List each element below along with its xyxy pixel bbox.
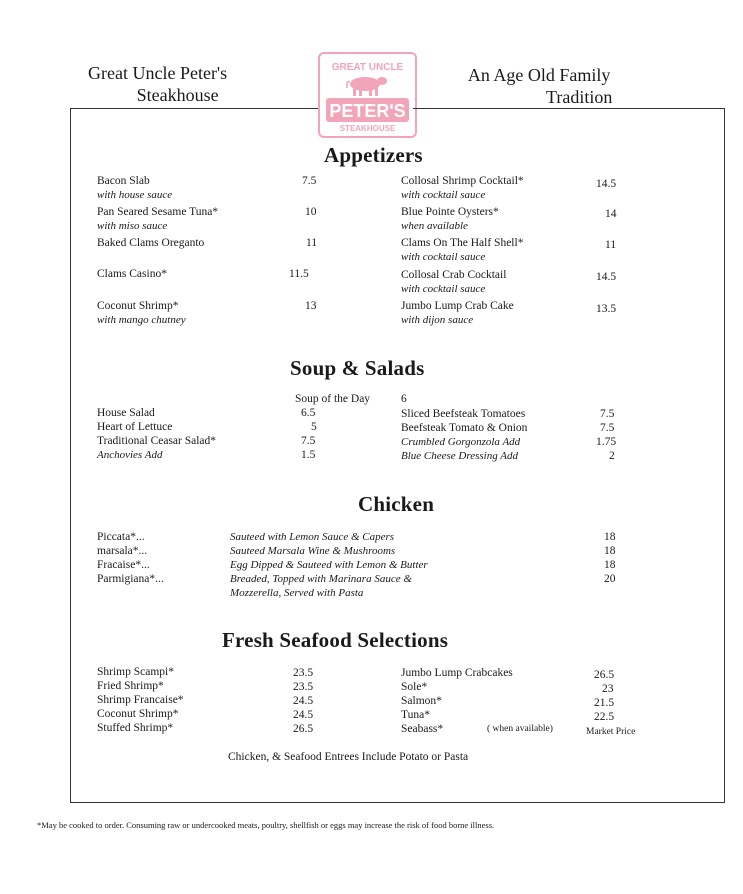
item-price: 26.5 (594, 669, 615, 681)
item-desc: Sauteed with Lemon Sauce & Capers (230, 531, 395, 543)
frame-top-right (413, 108, 725, 109)
item-name: Crumbled Gorgonzola Add (401, 436, 521, 448)
header-left-line2: Steakhouse (136, 85, 219, 105)
item-name: Tuna* (401, 709, 430, 721)
entrees-note: Chicken, & Seafood Entrees Include Potato or Pasta (228, 751, 469, 763)
item-name: Collosal Shrimp Cocktail* (401, 175, 524, 187)
item-price: 24.5 (293, 709, 314, 721)
item-price: 23.5 (293, 667, 314, 679)
item-name: Coconut Shrimp* (97, 708, 179, 720)
item-note: ( when available) (487, 724, 553, 734)
list-item (401, 268, 506, 296)
item-price: 18 (604, 559, 616, 571)
item-name: Bacon Slab (97, 175, 150, 187)
item-name: Jumbo Lump Crabcakes (401, 667, 513, 679)
item-name: Anchovies Add (97, 449, 163, 461)
item-name: Baked Clams Oreganto (97, 237, 205, 249)
item-name: Collosal Crab Cocktail (401, 269, 507, 281)
item-sub: with mango chutney (97, 314, 186, 326)
item-name: Pan Seared Sesame Tuna* (97, 206, 219, 218)
item-price: 7.5 (600, 422, 615, 434)
item-price: 7.5 (302, 175, 317, 187)
item-price: 2 (609, 450, 615, 462)
list-item (401, 174, 524, 202)
item-name: Blue Pointe Oysters* (401, 206, 499, 218)
item-name: Coconut Shrimp* (97, 300, 179, 312)
item-price: 26.5 (293, 723, 314, 735)
item-price: 7.5 (301, 435, 316, 447)
item-price: 18 (604, 531, 616, 543)
item-sub: when available (401, 220, 468, 232)
item-name: Fried Shrimp* (97, 680, 164, 692)
logo-top-text: GREAT UNCLE (331, 62, 404, 73)
item-sub: with cocktail sauce (401, 189, 486, 201)
item-name: Shrimp Francaise* (97, 694, 184, 706)
section-title-chicken: Chicken (358, 492, 435, 516)
item-price: 6.5 (301, 407, 316, 419)
item-price: 11 (306, 237, 318, 249)
item-sub: with dijon sauce (401, 314, 474, 326)
item-price: 23 (602, 683, 614, 695)
item-price: 14.5 (596, 271, 617, 283)
item-sub: with miso sauce (97, 220, 168, 232)
item-name: Clams Casino* (97, 268, 167, 280)
header-left-line1: Great Uncle Peter's (88, 63, 228, 83)
logo (318, 52, 417, 138)
item-desc: Breaded, Topped with Marinara Sauce & (230, 573, 412, 585)
item-sub: with cocktail sauce (401, 283, 486, 295)
item-desc-line2: Mozzerella, Served with Pasta (230, 587, 364, 599)
frame-left (70, 108, 71, 802)
item-sub: with house sauce (97, 189, 173, 201)
logo-sub-text: STEAKHOUSE (339, 124, 396, 133)
item-price: 23.5 (293, 681, 314, 693)
item-price: 20 (604, 573, 616, 585)
soup-of-day-price: 6 (401, 393, 407, 405)
item-name: Fracaise*... (97, 559, 150, 571)
list-item (401, 236, 523, 264)
item-price: 7.5 (600, 408, 615, 420)
item-price: 11.5 (289, 268, 309, 280)
header-right-line1: An Age Old Family (467, 65, 611, 85)
item-name: Traditional Ceasar Salad* (97, 435, 217, 447)
item-price: 11 (605, 239, 617, 251)
item-price: 5 (311, 421, 317, 433)
item-sub: with cocktail sauce (401, 251, 486, 263)
list-item (97, 174, 172, 202)
item-desc: Sauteed Marsala Wine & Mushrooms (230, 545, 396, 557)
header-tagline (466, 64, 612, 108)
item-name: Heart of Lettuce (97, 421, 173, 433)
item-price: 21.5 (594, 697, 615, 709)
frame-top-left (70, 108, 318, 109)
item-price: 14.5 (596, 178, 617, 190)
item-name: Beefsteak Tomato & Onion (401, 422, 528, 434)
item-name: Seabass* (401, 723, 444, 735)
item-name: Salmon* (401, 695, 442, 707)
item-name: Shrimp Scampi* (97, 666, 174, 678)
list-item (97, 236, 204, 250)
item-desc: Egg Dipped & Sauteed with Lemon & Butter (230, 559, 428, 571)
item-name: House Salad (97, 407, 155, 419)
item-name: Sole* (401, 681, 428, 693)
item-price: 10 (305, 206, 317, 218)
item-name: Blue Cheese Dressing Add (401, 450, 519, 462)
soup-of-day-name: Soup of the Day (295, 393, 371, 405)
item-price: 22.5 (594, 711, 615, 723)
item-name: marsala*... (97, 545, 148, 557)
section-title-appetizers: Appetizers (324, 143, 423, 167)
item-price: 13 (305, 300, 317, 312)
item-name: Sliced Beefsteak Tomatoes (401, 408, 526, 420)
item-price: 1.75 (596, 436, 617, 448)
header-right-line2: Tradition (546, 87, 613, 107)
frame-bottom (70, 802, 725, 803)
item-price: 13.5 (596, 303, 617, 315)
item-price: Market Price (586, 727, 636, 737)
frame-right (724, 108, 725, 802)
item-name: Clams On The Half Shell* (401, 237, 524, 249)
list-item (401, 299, 514, 327)
list-item (401, 205, 499, 233)
section-title-soup-salads: Soup & Salads (290, 356, 425, 380)
list-item (97, 205, 218, 233)
item-name: Parmigiana*... (97, 573, 164, 585)
item-price: 18 (604, 545, 616, 557)
list-item (97, 267, 167, 281)
list-item (97, 299, 186, 327)
footer-disclaimer: *May be cooked to order. Consuming raw or undercooked meats, poultry, shellfish or eggs may increase the risk of food borne illness. (37, 820, 495, 830)
item-price: 1.5 (301, 449, 316, 461)
item-price: 14 (605, 208, 617, 220)
item-price: 24.5 (293, 695, 314, 707)
item-name: Stuffed Shrimp* (97, 722, 174, 734)
header-restaurant-name (88, 62, 227, 106)
section-title-seafood: Fresh Seafood Selections (222, 628, 449, 652)
logo-graphic (320, 54, 415, 136)
item-name: Piccata*... (97, 531, 145, 543)
bull-icon (347, 77, 387, 96)
logo-main-text: PETER'S (329, 101, 406, 121)
item-name: Jumbo Lump Crab Cake (401, 300, 514, 312)
